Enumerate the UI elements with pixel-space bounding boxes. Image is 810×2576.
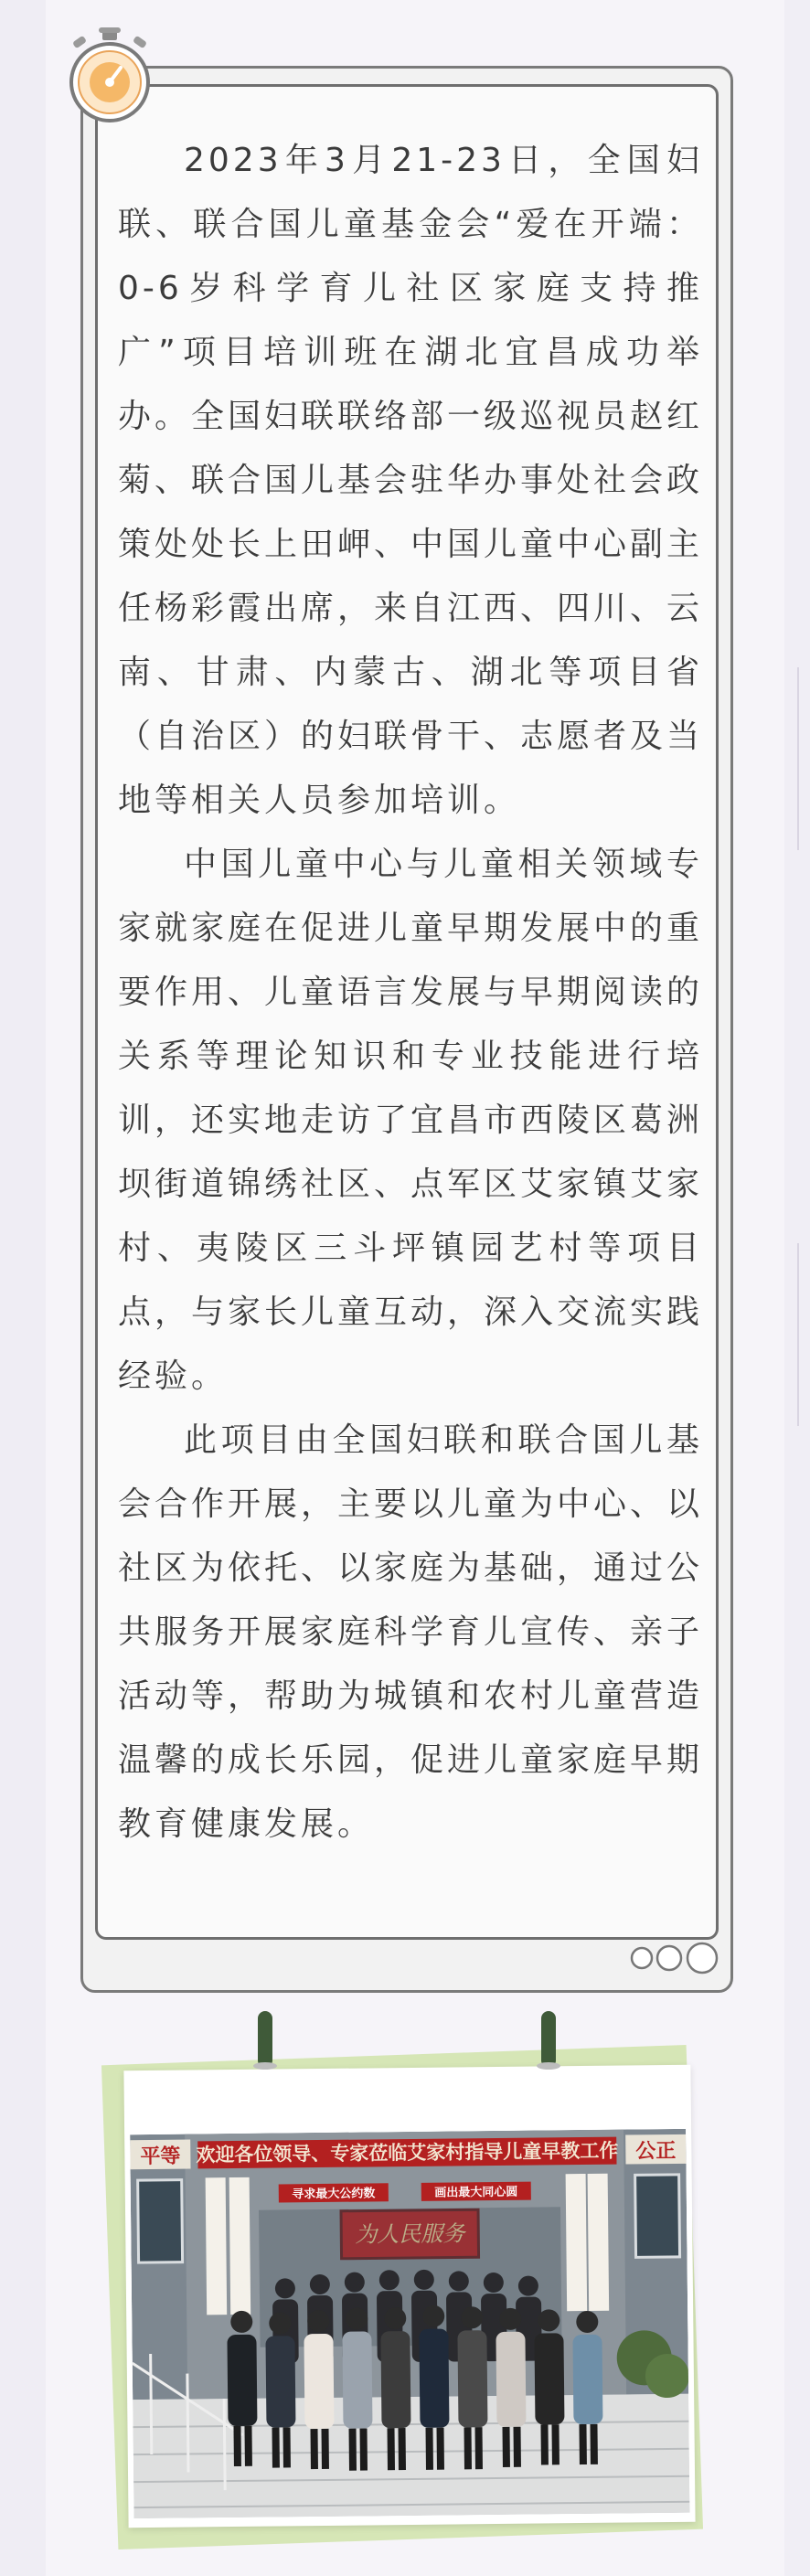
article-body (118, 129, 703, 1857)
article-paragraph: 此项目由全国妇联和联合国儿基会合作开展，主要以儿童为中心、以社区为依托、以家庭为基础，通过公共服务开展家庭科学育儿宣传、亲子活动等，帮助为城镇和农村儿童营造温馨的成长乐园，促进儿童家庭早期教育健康发展。 (118, 1421, 704, 1843)
left-decor-band (0, 0, 46, 2576)
right-sign-text: 公正 (635, 2139, 677, 2164)
calligraphy-text: 为人民服务 (355, 2220, 465, 2248)
photo-card (123, 2065, 695, 2528)
article-paragraph: 中国儿童中心与儿童相关领域专家就家庭在促进儿童早期发展中的重要作用、儿童语言发展与早期阅读的关系等理论知识和专业技能进行培训，还实地走访了宜昌市西陵区葛洲坝街道锦绣社区、点军区艾家镇艾家村、夷陵区三斗坪镇园艺村等项目点，与家长儿童互动，深入交流实践经验。 (118, 846, 704, 1395)
small-banner-left: 寻求最大公约数 (292, 2187, 376, 2202)
group-photo (130, 2129, 689, 2518)
decor-line (797, 1243, 799, 1426)
decor-circles-icon (629, 1938, 730, 1980)
pin-left-icon (258, 2011, 272, 2068)
left-sign-text: 平等 (140, 2145, 181, 2169)
welcome-banner-text: 欢迎各位领导、专家莅临艾家村指导儿童早教工作 (196, 2139, 619, 2166)
pin-right-icon (541, 2011, 556, 2068)
article-paragraph: 2023年3月21-23日，全国妇联、联合国儿童基金会“爱在开端：0-6岁科学育儿社区家庭支持推广”项目培训班在湖北宜昌成功举办。全国妇联联络部一级巡视员赵红菊、联合国儿基会驻华办事处社会政策处处长上田岬、中国儿童中心副主任杨彩霞出席，来自江西、四川、云南、甘肃、内蒙古、湖北等项目省（自治区）的妇联骨干、志愿者及当地等相关人员参加培训。 (118, 142, 704, 819)
pin-shadow (253, 2062, 277, 2070)
decor-line (797, 667, 799, 850)
pin-shadow (537, 2062, 560, 2070)
stopwatch-icon (64, 26, 155, 135)
notepad-frame-inner (95, 84, 719, 1940)
small-banner-right: 画出最大同心圆 (434, 2185, 518, 2200)
